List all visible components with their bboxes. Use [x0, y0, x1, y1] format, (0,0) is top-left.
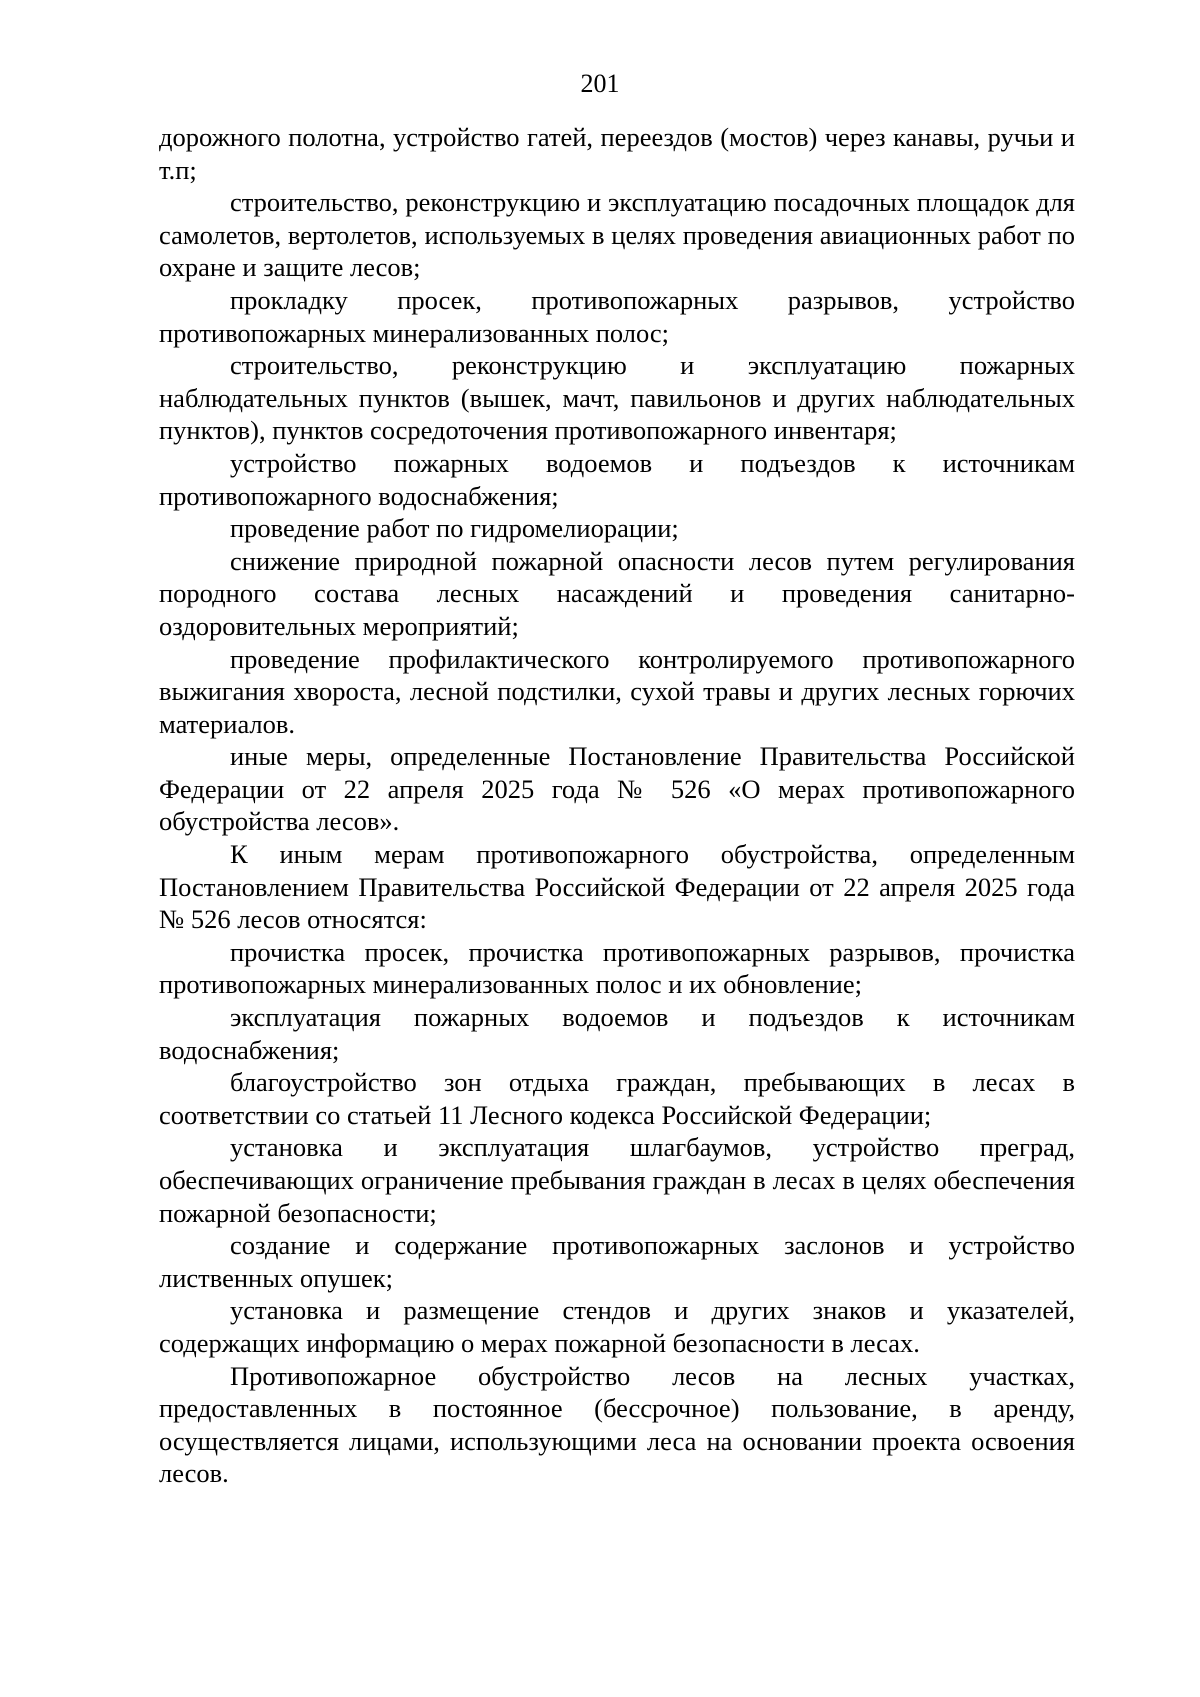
paragraph-recreation-zones: благоустройство зон отдыха граждан, пребывающих в лесах в соответствии со статьей 11 Лесного кодекса Российской Федерации; [159, 1067, 1075, 1130]
paragraph-firebreaks: создание и содержание противопожарных заслонов и устройство лиственных опушек; [159, 1230, 1075, 1293]
paragraph-hydromelioration: проведение работ по гидромелиорации; [230, 513, 679, 544]
paragraph-clearings: прокладку просек, противопожарных разрывов, устройство противопожарных минерализованных полос; [159, 284, 1075, 348]
paragraph-fire-ponds: устройство пожарных водоемов и подъездов к источникам противопожарного водоснабжения; [159, 447, 1075, 511]
paragraph-info-stands: установка и размещение стендов и других знаков и указателей, содержащих информацию о мерах пожарной безопасности в лесах. [159, 1295, 1075, 1358]
paragraph-other-measures-list-intro: К иным мерам противопожарного обустройства, определенным Постановлением Правительства Российской Федерации от 22 апреля 2025 года № 526 лесов относятся: [159, 839, 1075, 935]
paragraph-controlled-burning: проведение профилактического контролируемого противопожарного выжигания хвороста, лесной подстилки, сухой травы и других лесных горючих материалов. [159, 643, 1075, 739]
paragraph-leased-plots: Противопожарное обустройство лесов на лесных участках, предоставленных в постоянное (бессрочное) пользование, в аренду, осуществляется лицами, использующими леса на основании проекта освоения лесов. [159, 1360, 1075, 1489]
paragraph-other-measures: иные меры, определенные Постановление Правительства Российской Федерации от 22 апреля 2025 года № 526 «О мерах противопожарного обустройства лесов». [159, 741, 1075, 837]
paragraph-fire-hazard-reduction: снижение природной пожарной опасности лесов путем регулирования породного состава лесных насаждений и проведения санитарно-оздоровительных мероприятий; [159, 545, 1075, 641]
body-text [159, 121, 1075, 1490]
paragraph-road-works: дорожного полотна, устройство гатей, переездов (мостов) через канавы, ручьи и т.п; [159, 122, 1075, 185]
paragraph-observation-points: строительство, реконструкцию и эксплуатацию пожарных наблюдательных пунктов (вышек, мачт, павильонов и других наблюдательных пунктов), пунктов сосредоточения противопожарного инвентаря; [159, 350, 1075, 446]
paragraph-pond-operation: эксплуатация пожарных водоемов и подъездов к источникам водоснабжения; [159, 1002, 1075, 1065]
page-number: 201 [580, 69, 620, 98]
paragraph-clearing-maintenance: прочистка просек, прочистка противопожарных разрывов, прочистка противопожарных минерализованных полос и их обновление; [159, 936, 1075, 1000]
paragraph-landing-sites: строительство, реконструкцию и эксплуатацию посадочных площадок для самолетов, вертолетов, используемых в целях проведения авиационных работ по охране и защите лесов; [159, 187, 1075, 283]
paragraph-barriers: установка и эксплуатация шлагбаумов, устройство преград, обеспечивающих ограничение пребывания граждан в лесах в целях обеспечения пожарной безопасности; [159, 1132, 1075, 1228]
